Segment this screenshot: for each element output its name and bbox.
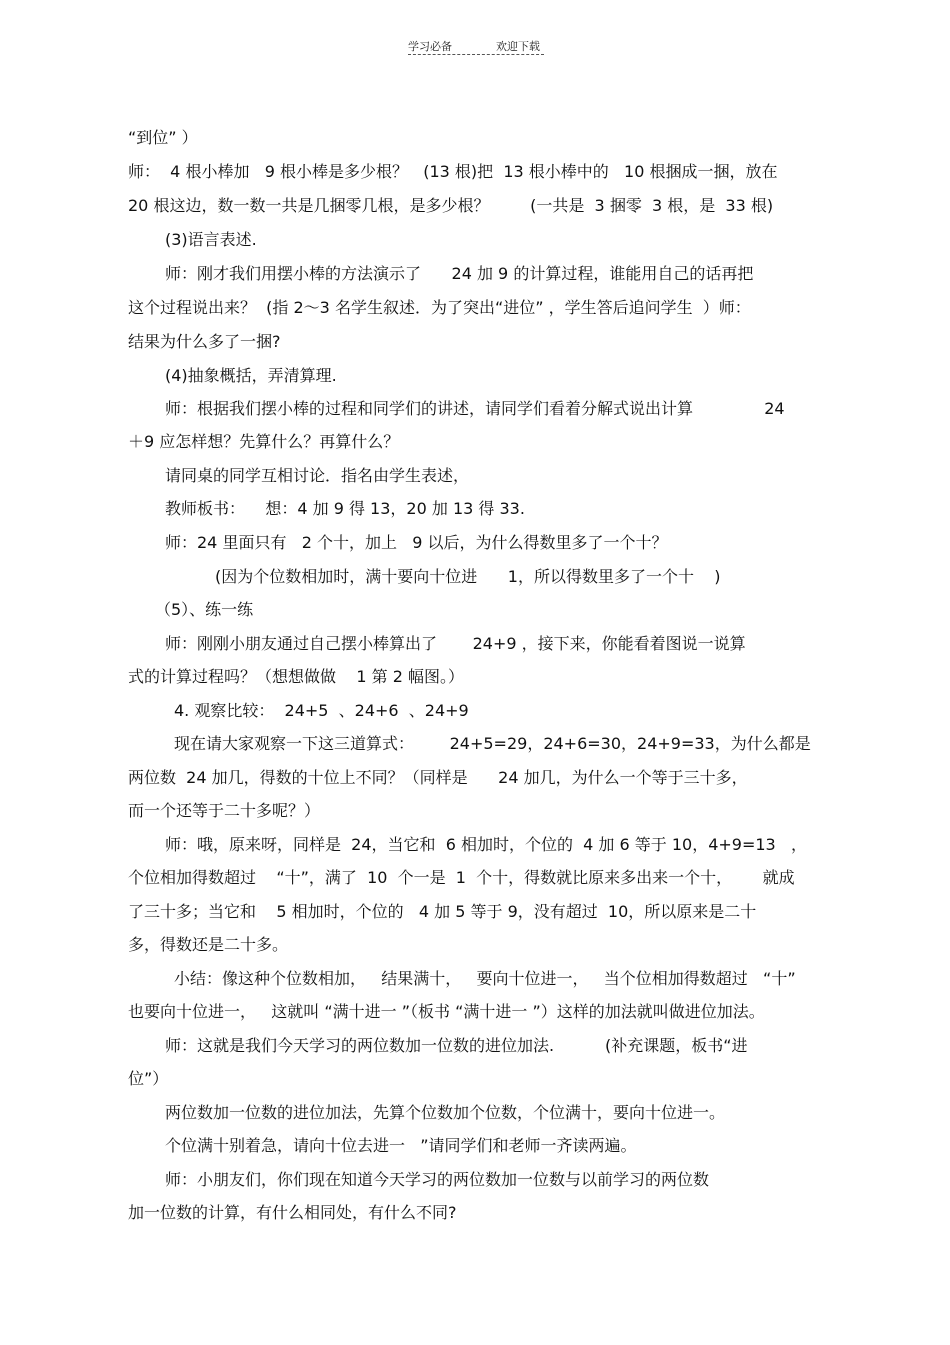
text-line: (因为个位数相加时，满十要向十位进 1，所以得数里多了一个十 ) <box>215 567 721 586</box>
text-line: 小结：像这种个位数相加， 结果满十， 要向十位进一， 当个位相加得数超过 “十” <box>174 969 796 988</box>
text-line: 这个过程说出来？ (指 2～3 名学生叙述．为了突出“进位” ，学生答后追问学生 ）师： <box>128 298 751 317</box>
header-left-text: 学习必备 <box>408 40 452 53</box>
header-divider <box>408 54 544 55</box>
text-line: 20 根这边，数一数一共是几捆零几根，是多少根？ (一共是 3 捆零 3 根，是 33 根) <box>128 196 774 215</box>
text-line: 师：这就是我们今天学习的两位数加一位数的进位加法. (补充课题，板书“进 <box>165 1036 748 1055</box>
text-line: 现在请大家观察一下这三道算式： 24+5=29，24+6=30，24+9=33，为什么都是 <box>174 734 811 753</box>
text-line: 师：刚刚小朋友通过自己摆小棒算出了 24+9 ，接下来，你能看着图说一说算 <box>165 634 746 653</box>
text-line: 请同桌的同学互相讨论．指名由学生表述， <box>165 466 470 485</box>
header-right-text: 欢迎下载 <box>496 40 540 53</box>
text-line: 两位数加一位数的进位加法，先算个位数加个位数，个位满十，要向十位进一。 <box>165 1103 726 1122</box>
text-line: 师： 4 根小棒加 9 根小棒是多少根？ (13 根)把 13 根小棒中的 10 根捆成一捆，放在 <box>128 162 778 181</box>
text-line: 两位数 24 加几，得数的十位上不同？（同样是 24 加几，为什么一个等于三十多， <box>128 768 748 787</box>
text-line: 了三十多；当它和 5 相加时，个位的 4 加 5 等于 9，没有超过 10，所以原来是二十 <box>128 902 757 921</box>
page-header <box>408 38 544 58</box>
text-line: 师：根据我们摆小棒的过程和同学们的讲述，请同学们看着分解式说出计算 24 <box>165 399 785 418</box>
text-line: 个位相加得数超过 “十”，满了 10 个一是 1 个十，得数就比原来多出来一个十， 就成 <box>128 868 795 887</box>
text-line: 而一个还等于二十多呢？） <box>128 801 321 820</box>
text-line: 多，得数还是二十多。 <box>128 935 289 954</box>
text-line: 师：小朋友们，你们现在知道今天学习的两位数加一位数与以前学习的两位数 <box>165 1170 710 1189</box>
text-line: （5）、练一练 <box>155 600 254 619</box>
text-line: “到位” ） <box>128 128 198 147</box>
text-line: 位”） <box>128 1069 169 1088</box>
text-line: 师：24 里面只有 2 个十，加上 9 以后，为什么得数里多了一个十？ <box>165 533 668 552</box>
text-line: (3)语言表述. <box>165 230 257 249</box>
text-line: 式的计算过程吗？（想想做做 1 第 2 幅图。） <box>128 667 464 686</box>
text-line: 也要向十位进一， 这就叫 “满十进一 ”（板书 “满十进一 ”）这样的加法就叫做进位加法。 <box>128 1002 765 1021</box>
text-line: 师：刚才我们用摆小棒的方法演示了 24 加 9 的计算过程，谁能用自己的话再把 <box>165 264 754 283</box>
text-line: ＋9 应怎样想？先算什么？再算什么？ <box>128 432 400 451</box>
text-line: 个位满十别着急，请向十位去进一 ”请同学们和老师一齐读两遍。 <box>165 1136 637 1155</box>
text-line: 教师板书： 想：4 加 9 得 13，20 加 13 得 33. <box>165 499 525 518</box>
text-line: 4. 观察比较： 24+5 、24+6 、24+9 <box>174 701 469 720</box>
text-line: 师：哦，原来呀，同样是 24，当它和 6 相加时，个位的 4 加 6 等于 10，4+9=13 ， <box>165 835 807 854</box>
text-line: (4)抽象概括，弄清算理. <box>165 366 337 385</box>
text-line: 加一位数的计算，有什么相同处，有什么不同? <box>128 1203 457 1222</box>
text-line: 结果为什么多了一捆? <box>128 332 281 351</box>
